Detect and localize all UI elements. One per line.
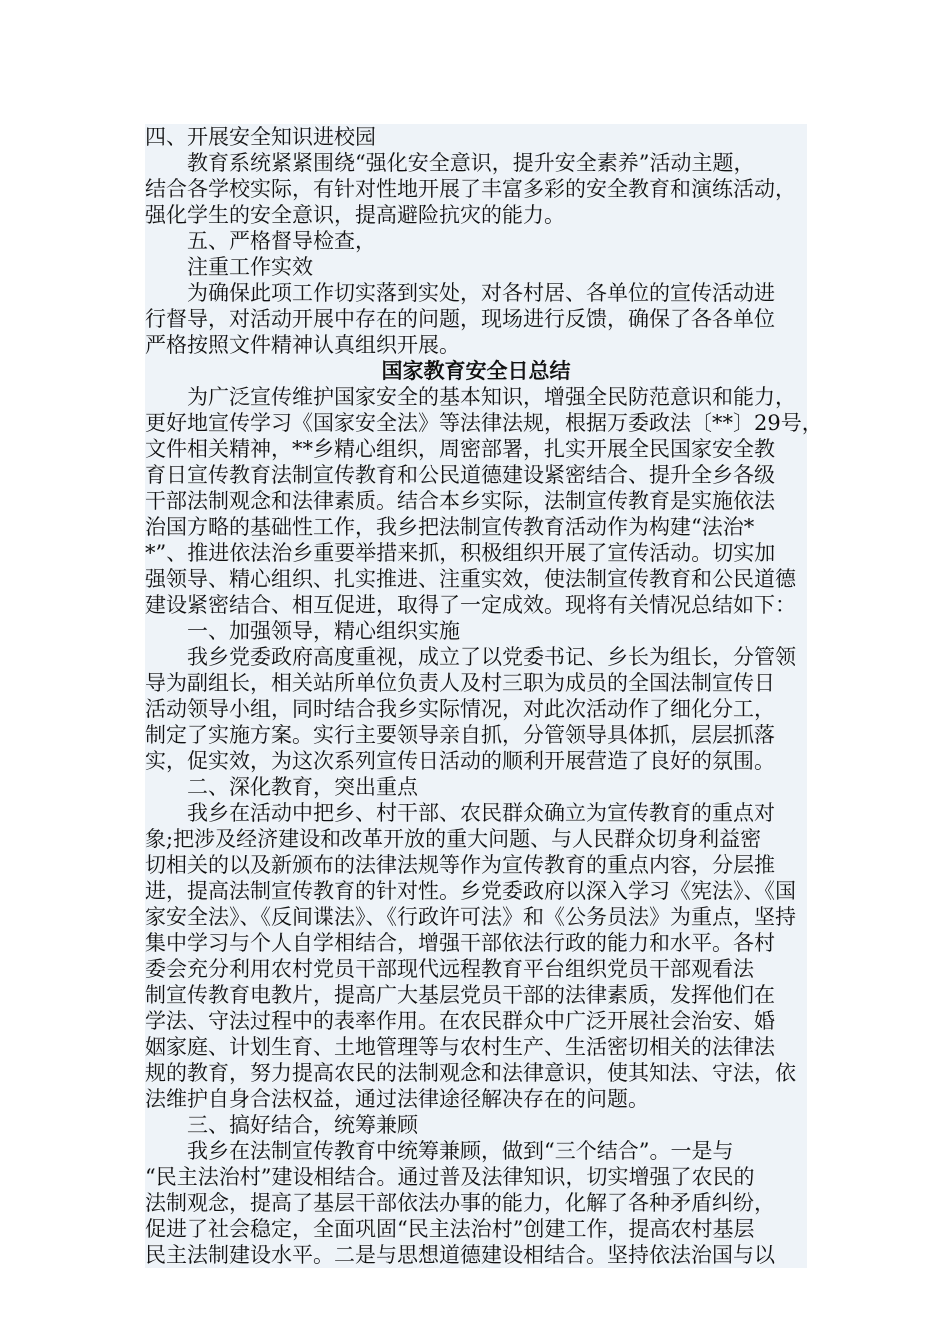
paragraph-line: 导为副组长，相关站所单位负责人及村三职为成员的全国法制宣传日: [145, 670, 807, 696]
paragraph-line: 行督导，对活动开展中存在的问题，现场进行反馈，确保了各各单位: [145, 306, 807, 332]
paragraph-line: 严格按照文件精神认真组织开展。: [145, 332, 807, 358]
paragraph-line: 法制观念，提高了基层干部依法办事的能力，化解了各种矛盾纠纷，: [145, 1190, 807, 1216]
paragraph-line: 切相关的以及新颁布的法律法规等作为宣传教育的重点内容，分层推: [145, 852, 807, 878]
paragraph-line: 建设紧密结合、相互促进，取得了一定成效。现将有关情况总结如下：: [145, 592, 807, 618]
paragraph-line: 象;把涉及经济建设和改革开放的重大问题、与人民群众切身利益密: [145, 826, 807, 852]
paragraph-line: 委会充分利用农村党员干部现代远程教育平台组织党员干部观看法: [145, 956, 807, 982]
paragraph-line: 我乡党委政府高度重视，成立了以党委书记、乡长为组长，分管领: [145, 644, 807, 670]
document-title: 国家教育安全日总结: [145, 358, 807, 384]
paragraph-line: 强化学生的安全意识，提高避险抗灾的能力。: [145, 202, 807, 228]
paragraph-line: 我乡在法制宣传教育中统筹兼顾，做到“三个结合”。一是与: [145, 1138, 807, 1164]
paragraph-line: 实，促实效，为这次系列宣传日活动的顺利开展营造了良好的氛围。: [145, 748, 807, 774]
paragraph-line: *”、推进依法治乡重要举措来抓，积极组织开展了宣传活动。切实加: [145, 540, 807, 566]
paragraph-line: 我乡在活动中把乡、村干部、农民群众确立为宣传教育的重点对: [145, 800, 807, 826]
paragraph-line: 强领导、精心组织、扎实推进、注重实效，使法制宣传教育和公民道德: [145, 566, 807, 592]
section-heading-1: 一、加强领导，精心组织实施: [145, 618, 807, 644]
paragraph-line: 文件相关精神，**乡精心组织，周密部署，扎实开展全民国家安全教: [145, 436, 807, 462]
paragraph-line: 姻家庭、计划生育、土地管理等与农村生产、生活密切相关的法律法: [145, 1034, 807, 1060]
paragraph-line: “民主法治村”建设相结合。通过普及法律知识，切实增强了农民的: [145, 1164, 807, 1190]
section-heading-5-cont: 注重工作实效: [145, 254, 807, 280]
paragraph-line: 为确保此项工作切实落到实处，对各村居、各单位的宣传活动进: [145, 280, 807, 306]
paragraph-line: 家安全法》、《反间谍法》、《行政许可法》和《公务员法》为重点，坚持: [145, 904, 807, 930]
paragraph-line: 集中学习与个人自学相结合，增强干部依法行政的能力和水平。各村: [145, 930, 807, 956]
paragraph-line: 规的教育，努力提高农民的法制观念和法律意识，使其知法、守法，依: [145, 1060, 807, 1086]
paragraph-line: 结合各学校实际，有针对性地开展了丰富多彩的安全教育和演练活动，: [145, 176, 807, 202]
paragraph-line: 制宣传教育电教片，提高广大基层党员干部的法律素质，发挥他们在: [145, 982, 807, 1008]
paragraph-line: 民主法制建设水平。二是与思想道德建设相结合。坚持依法治国与以: [145, 1242, 807, 1268]
paragraph-line: 学法、守法过程中的表率作用。在农民群众中广泛开展社会治安、婚: [145, 1008, 807, 1034]
paragraph-line: 法维护自身合法权益，通过法律途径解决存在的问题。: [145, 1086, 807, 1112]
paragraph-line: 进，提高法制宣传教育的针对性。乡党委政府以深入学习《宪法》、《国: [145, 878, 807, 904]
paragraph-line: 活动领导小组，同时结合我乡实际情况，对此次活动作了细化分工，: [145, 696, 807, 722]
paragraph-line: 教育系统紧紧围绕“强化安全意识，提升安全素养”活动主题，: [145, 150, 807, 176]
section-heading-2: 二、深化教育，突出重点: [145, 774, 807, 800]
paragraph-line: 干部法制观念和法律素质。结合本乡实际，法制宣传教育是实施依法: [145, 488, 807, 514]
paragraph-line: 制定了实施方案。实行主要领导亲自抓，分管领导具体抓，层层抓落: [145, 722, 807, 748]
paragraph-line: 治国方略的基础性工作，我乡把法制宣传教育活动作为构建“法治*: [145, 514, 807, 540]
section-heading-5: 五、严格督导检查，: [145, 228, 807, 254]
paragraph-line: 为广泛宣传维护国家安全的基本知识，增强全民防范意识和能力，: [145, 384, 807, 410]
section-heading-4: 四、开展安全知识进校园: [145, 124, 807, 150]
paragraph-line: 更好地宣传学习《国家安全法》等法律法规，根据万委政法〔**〕29号，: [145, 411, 823, 435]
document-body: [145, 124, 823, 1268]
paragraph-line: 育日宣传教育法制宣传教育和公民道德建设紧密结合、提升全乡各级: [145, 462, 807, 488]
paragraph-line: 促进了社会稳定，全面巩固“民主法治村”创建工作，提高农村基层: [145, 1216, 807, 1242]
section-heading-3: 三、搞好结合，统筹兼顾: [145, 1112, 807, 1138]
